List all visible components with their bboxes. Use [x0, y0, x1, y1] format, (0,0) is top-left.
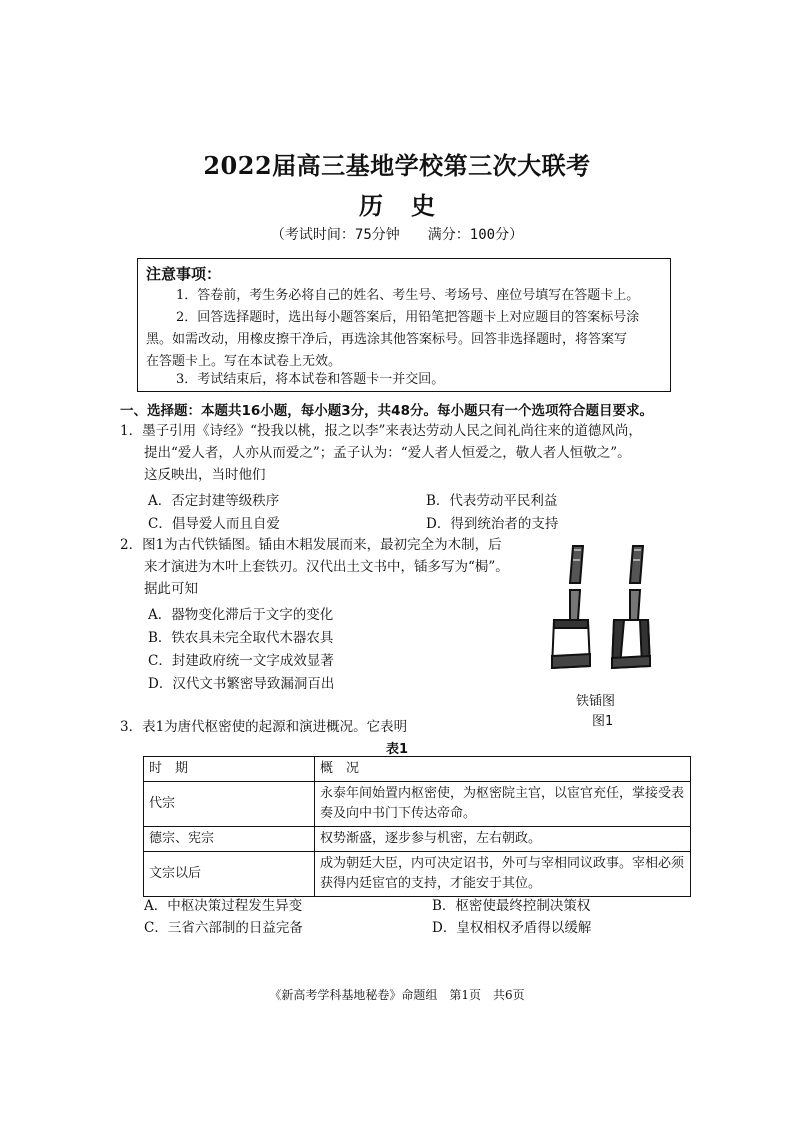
- table-cell-period: 德宗、宪宗: [144, 827, 315, 852]
- table-cell-overview: 权势渐盛，逐步参与机密，左右朝政。: [315, 827, 691, 852]
- table-row: [144, 852, 691, 897]
- q2-option-a[interactable]: A．器物变化滞后于文字的变化: [148, 607, 334, 623]
- q1-line-2: 提出“爱人者，人亦从而爱之”；孟子认为：“爱人者人恒爱之，敬人者人恒敬之”。: [144, 445, 631, 461]
- exam-title: 2022届高三基地学校第三次大联考: [203, 151, 591, 180]
- q2-line-1: 2．图1为古代铁锸图。锸由木耜发展而来，最初完全为木制，后: [120, 537, 502, 553]
- notice-line-4: 在答题卡上。写在本试卷上无效。: [146, 354, 342, 369]
- table-title: 表1: [385, 742, 409, 757]
- q1-option-c[interactable]: C．倡导爱人而且自爱: [148, 516, 280, 532]
- q1-option-a[interactable]: A．否定封建等级秩序: [148, 493, 280, 509]
- iron-spade-left-icon: [552, 546, 590, 668]
- table-row: [144, 782, 691, 827]
- notice-line-5: 3．考试结束后，将本试卷和答题卡一并交回。: [176, 372, 445, 387]
- notice-line-1: 1．答卷前，考生务必将自己的姓名、考生号、考场号、座位号填写在答题卡上。: [176, 288, 640, 303]
- notice-line-2: 2．回答选择题时，选出每小题答案后，用铅笔把答题卡上对应题目的答案标号涂: [176, 310, 640, 325]
- data-table: [143, 756, 691, 897]
- q1-line-1: 1．墨子引用《诗经》“投我以桃，报之以李”来表达劳动人民之间礼尚往来的道德风尚，: [120, 423, 642, 439]
- subject-title: 历史: [359, 191, 463, 220]
- q1-line-3: 这反映出，当时他们: [144, 467, 266, 483]
- q2-line-3: 据此可知: [144, 581, 198, 597]
- q1-option-d[interactable]: D．得到统治者的支持: [426, 516, 559, 532]
- q3-option-a[interactable]: A．中枢决策过程发生异变: [144, 898, 303, 914]
- table-row: [144, 827, 691, 852]
- table-cell-period: 文宗以后: [144, 852, 315, 897]
- table-header-overview: 概 况: [315, 757, 691, 782]
- q2-option-c[interactable]: C．封建政府统一文字成效显著: [148, 653, 334, 669]
- iron-spade-figure: [540, 538, 680, 688]
- page-footer: 《新高考学科基地秘卷》命题组 第1页 共6页: [269, 988, 525, 1002]
- q2-option-d[interactable]: D．汉代文书繁密导致漏洞百出: [148, 676, 335, 692]
- table-header-period: 时 期: [144, 757, 315, 782]
- table-cell-overview: 成为朝廷大臣，内可决定诏书，外可与宰相同议政事。宰相必须获得内廷宦官的支持，才能安于其位。: [315, 852, 691, 897]
- q1-option-b[interactable]: B．代表劳动平民利益: [426, 493, 558, 509]
- notice-box: [137, 258, 671, 392]
- q3-option-b[interactable]: B．枢密使最终控制决策权: [432, 898, 591, 914]
- q3-stem: 3．表1为唐代枢密使的起源和演进概况。它表明: [120, 719, 408, 735]
- q2-option-b[interactable]: B．铁农具未完全取代木器农具: [148, 630, 334, 646]
- table-header-row: [144, 757, 691, 782]
- section-heading: 一、选择题：本题共16小题，每小题3分，共48分。每小题只有一个选项符合题目要求。: [120, 403, 653, 419]
- table-cell-overview: 永泰年间始置内枢密使，为枢密院主官，以宦官充任，掌接受表奏及向中书门下传达帝命。: [315, 782, 691, 827]
- iron-spade-right-icon: [612, 546, 650, 668]
- q2-line-2: 来才演进为木叶上套铁刃。汉代出土文书中，锸多写为“梮”。: [144, 559, 509, 575]
- figure-label: 图1: [592, 714, 614, 729]
- notice-line-3: 黑。如需改动，用橡皮擦干净后，再选涂其他答案标号。回答非选择题时，将答案写: [146, 332, 628, 347]
- q3-option-d[interactable]: D．皇权相权矛盾得以缓解: [432, 920, 592, 936]
- table-cell-period: 代宗: [144, 782, 315, 827]
- figure-caption: 铁锸图: [576, 694, 616, 709]
- exam-info: （考试时间：75分钟 满分：100分）: [270, 227, 524, 243]
- notice-heading: 注意事项：: [146, 265, 222, 283]
- q3-option-c[interactable]: C．三省六部制的日益完备: [144, 920, 303, 936]
